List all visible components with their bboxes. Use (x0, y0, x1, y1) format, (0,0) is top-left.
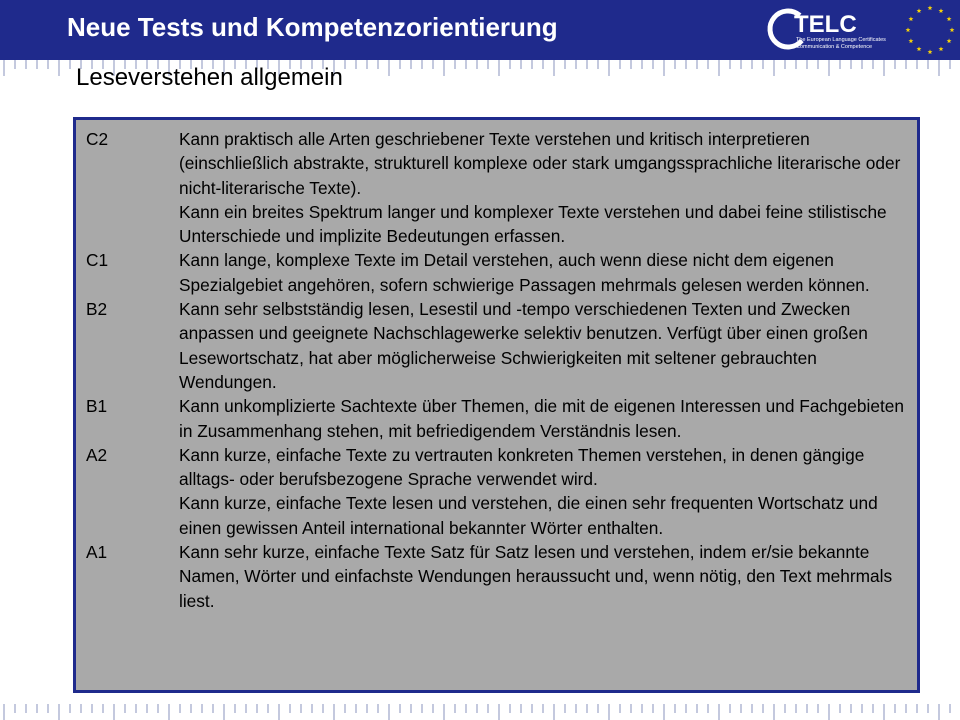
level-paragraph: Kann ein breites Spektrum langer und komplexer Texte verstehen und dabei feine stilistische Unterschiede und implizite Bedeutungen erfassen. (179, 201, 887, 247)
level-code: B2 (86, 299, 108, 320)
level-row (86, 127, 911, 248)
star-icon (939, 8, 944, 13)
level-description (179, 394, 911, 443)
logo-text: TELC (794, 11, 857, 38)
star-icon (917, 8, 922, 13)
level-row (86, 443, 911, 540)
level-code: C1 (86, 250, 109, 271)
star-icon (908, 38, 913, 43)
level-row (86, 297, 911, 394)
level-code: B1 (86, 396, 108, 417)
ruler-bottom (0, 704, 960, 720)
level-list (86, 127, 911, 613)
level-description (179, 248, 911, 297)
header-title: Neue Tests und Kompetenzorientierung (67, 12, 558, 42)
star-icon (928, 5, 933, 10)
header-bar (0, 0, 960, 60)
level-code: C2 (86, 129, 109, 149)
star-icon (917, 46, 922, 51)
level-row (86, 394, 911, 443)
level-descriptor-panel (73, 117, 920, 693)
level-paragraph: Kann unkomplizierte Sachtexte über Themen, die mit de eigenen Interessen und Fachgebieten in Zusammenhang stehen, mit befriedigendem Verständnis lesen. (179, 396, 904, 441)
level-row (86, 248, 911, 297)
star-icon (928, 49, 933, 54)
level-paragraph: Kann lange, komplexe Texte im Detail verstehen, auch wenn diese nicht dem eigenen Spezialgebiet angehören, sofern schwierige Passagen mehrmals gelesen werden können. (179, 250, 870, 295)
eu-stars-icon (902, 2, 958, 58)
level-paragraph: Kann kurze, einfache Texte zu vertrauten konkreten Themen verstehen, in denen gängige alltags- oder berufsbezogene Sprache verwendet wird. (179, 444, 865, 490)
level-paragraph: Kann sehr kurze, einfache Texte Satz für Satz lesen und verstehen, indem er/sie bekannte Namen, Wörter und einfachste Wendungen heraussucht und, wenn nötig, den Text mehrmals liest. (179, 542, 893, 611)
level-description (179, 297, 911, 394)
star-icon (947, 16, 952, 21)
level-paragraph: Kann praktisch alle Arten geschriebener Texte verstehen und kritisch interpretieren (einschließlich abstrakte, strukturell komplexe oder stark umgangssprachliche literarische oder nicht-literarische Texte). (179, 129, 901, 198)
level-paragraph: Kann kurze, einfache Texte lesen und verstehen, die einen sehr frequenten Wortschatz und einen gewissen Anteil international bekannter Wörter enthalten. (179, 493, 878, 538)
star-icon (947, 38, 952, 43)
star-icon (906, 27, 911, 32)
level-code: A2 (86, 444, 108, 465)
level-paragraph: Kann sehr selbstständig lesen, Lesestil und -tempo verschiedenen Texten und Zwecken anpassen und geeignete Nachschlagewerke selektiv benutzen. Verfügt über einen großen Lesewortschatz, hat aber möglicherweise Schwierigkeiten mit seltener gebrauchten Wendungen. (179, 299, 868, 392)
star-icon (939, 46, 944, 51)
logo-subtext-1: The European Language Certificates (796, 37, 886, 43)
level-description (179, 443, 911, 540)
level-description (179, 127, 911, 248)
telc-logo (766, 5, 896, 53)
level-description (179, 540, 911, 613)
star-icon (950, 27, 955, 32)
page-subtitle: Leseverstehen allgemein (76, 64, 343, 91)
level-code: A1 (86, 542, 108, 563)
star-icon (908, 16, 913, 21)
logo-subtext-2: Communication & Competence (796, 44, 873, 50)
level-row (86, 540, 911, 613)
